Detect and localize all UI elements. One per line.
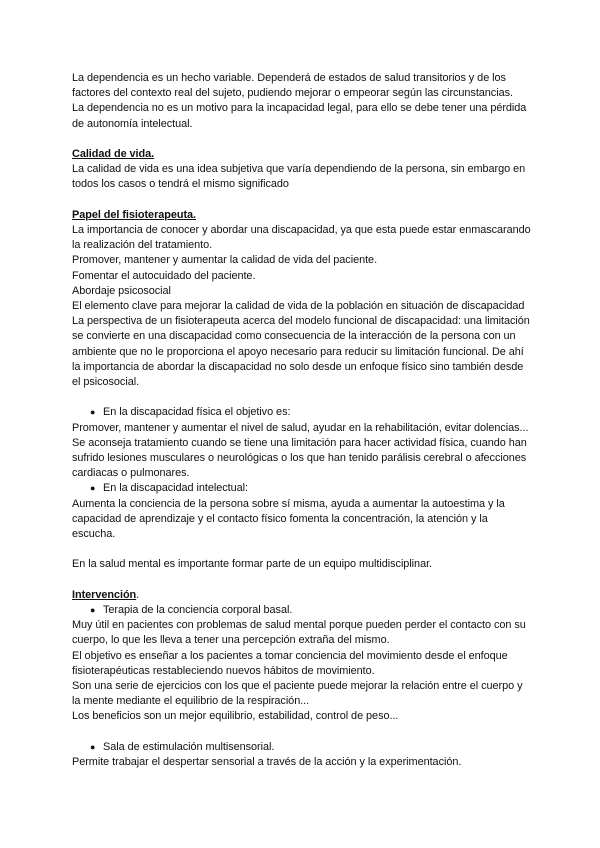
spacer bbox=[72, 390, 532, 405]
intro-paragraph-2: La dependencia no es un motivo para la incapacidad legal, para ello se debe tener una pérdida de autonomía intelectual. bbox=[72, 102, 527, 130]
bullet-text: Sala de estimulación multisensorial. bbox=[103, 740, 275, 753]
papel-paragraph-10: En la salud mental es importante formar parte de un equipo multidisciplinar. bbox=[72, 558, 433, 571]
heading-intervencion-line bbox=[72, 588, 532, 603]
papel-paragraph-8: Se aconseja tratamiento cuando se tiene una limitación para hacer actividad física, cuando han sufrido lesiones musculares o neurológicas o los que han tenido parálisis cerebral o afecciones cardiacas o pulmonares. bbox=[72, 436, 527, 480]
intervencion-paragraph-1: Muy útil en pacientes con problemas de salud mental porque pueden perder el contacto con su cuerpo, lo que les lleva a tener una percepción extraña del mismo. bbox=[72, 619, 526, 647]
bullet-dot-icon: ● bbox=[90, 483, 96, 494]
document-page bbox=[72, 71, 532, 770]
bullet-dot-icon: ● bbox=[90, 741, 96, 752]
spacer bbox=[72, 573, 532, 588]
papel-paragraph-1: La importancia de conocer y abordar una discapacidad, ya que esta puede estar enmascarando la realización del tratamiento. bbox=[72, 224, 531, 252]
bullet-dot-icon: ● bbox=[90, 605, 96, 616]
papel-paragraph-4: Abordaje psicosocial bbox=[72, 284, 171, 297]
heading-calidad-de-vida: Calidad de vida. bbox=[72, 148, 155, 160]
intervencion-paragraph-2: El objetivo es enseñar a los pacientes a tomar conciencia del movimiento desde el enfoque fisioterapéuticas restableciendo nuevos hábitos de movimiento. bbox=[72, 649, 508, 677]
papel-paragraph-2: Promover, mantener y aumentar la calidad de vida del paciente. bbox=[72, 254, 378, 267]
papel-paragraph-9: Aumenta la conciencia de la persona sobre sí misma, ayuda a aumentar la autoestima y la capacidad de aprendizaje y el contacto físico fomenta la concentración, la atención y la escucha. bbox=[72, 497, 505, 541]
bullet-text: Terapia de la conciencia corporal basal. bbox=[103, 604, 293, 617]
bullet-conciencia-corporal bbox=[72, 603, 532, 618]
spacer bbox=[72, 132, 532, 147]
intervencion-paragraph-5: Permite trabajar el despertar sensorial a través de la acción y la experimentación. bbox=[72, 756, 462, 769]
papel-paragraph-6: La perspectiva de un fisioterapeuta acerca del modelo funcional de discapacidad: una limitación se convierte en una discapacidad como consecuencia de la interacción de la persona con un ambiente que no le proporciona el apoyo necesario para reducir su limitación funcional. De ahí la importancia de abordar la discapacidad no solo desde un enfoque físico sino también desde el psicosocial. bbox=[72, 315, 530, 389]
bullet-dot-icon: ● bbox=[90, 407, 96, 418]
calidad-paragraph-1: La calidad de vida es una idea subjetiva que varía dependiendo de la persona, sin embargo en todos los casos o tendrá el mismo significado bbox=[72, 163, 526, 191]
spacer bbox=[72, 725, 532, 740]
heading-papel-fisioterapeuta: Papel del fisioterapeuta. bbox=[72, 208, 197, 221]
bullet-text: En la discapacidad intelectual: bbox=[103, 482, 248, 495]
bullet-discapacidad-fisica bbox=[72, 405, 532, 420]
papel-paragraph-5: El elemento clave para mejorar la calidad de vida de la población en situación de discapacidad bbox=[72, 300, 525, 313]
heading-intervencion: Intervención bbox=[72, 588, 137, 601]
intervencion-paragraph-4: Los beneficios son un mejor equilibrio, estabilidad, control de peso... bbox=[72, 710, 399, 723]
intro-paragraph-1: La dependencia es un hecho variable. Dependerá de estados de salud transitorios y de los factores del contexto real del sujeto, pudiendo mejorar o empeorar según las circunstancias. bbox=[72, 72, 513, 100]
bullet-text: En la discapacidad física el objetivo es: bbox=[103, 406, 291, 419]
papel-paragraph-7: Promover, mantener y aumentar el nivel de salud, ayudar en la rehabilitación, evitar dolencias... bbox=[72, 421, 529, 434]
bullet-discapacidad-intelectual bbox=[72, 481, 532, 496]
spacer bbox=[72, 193, 532, 208]
spacer bbox=[72, 542, 532, 557]
bullet-sala-estimulacion bbox=[72, 740, 532, 755]
papel-paragraph-3: Fomentar el autocuidado del paciente. bbox=[72, 269, 256, 282]
intervencion-paragraph-3: Son una serie de ejercicios con los que el paciente puede mejorar la relación entre el cuerpo y la mente mediante el equilibrio de la respiración... bbox=[72, 680, 523, 708]
heading-intervencion-period: . bbox=[136, 588, 140, 601]
